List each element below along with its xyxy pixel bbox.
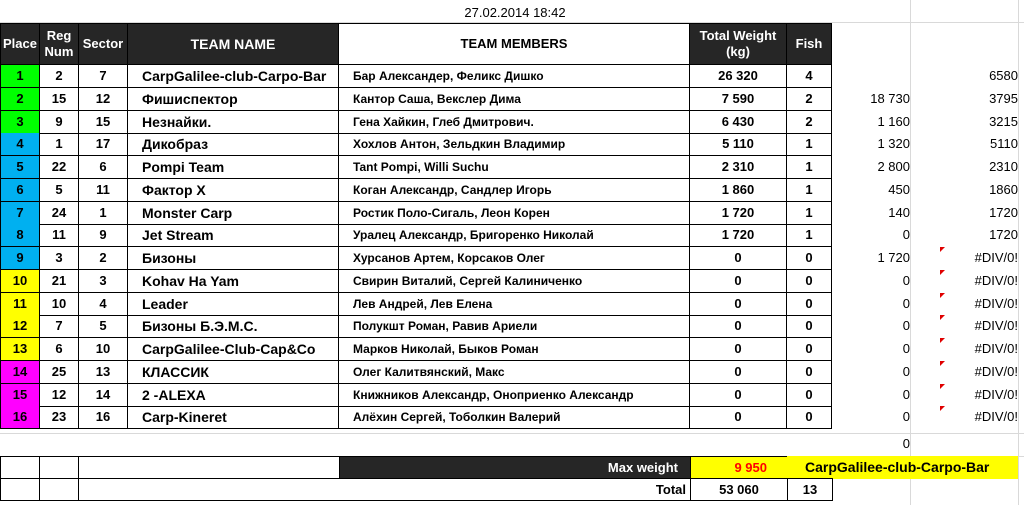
- average-cell[interactable]: #DIV/0!: [974, 363, 1018, 379]
- empty-cell[interactable]: [39, 456, 79, 479]
- average-cell[interactable]: 3215: [989, 113, 1018, 129]
- team-name-cell[interactable]: Фактор Х: [128, 179, 339, 202]
- table-row: [0, 247, 1024, 270]
- reg-num-cell[interactable]: 15: [40, 88, 79, 111]
- team-name-cell[interactable]: Jet Stream: [128, 224, 339, 247]
- team-members-cell[interactable]: Хохлов Антон, Зельдкин Владимир: [339, 133, 690, 156]
- total-weight[interactable]: 53 060: [690, 478, 788, 501]
- reg-num-cell[interactable]: 7: [40, 315, 79, 338]
- reg-num-cell[interactable]: 3: [40, 247, 79, 270]
- average-cell[interactable]: #DIV/0!: [974, 295, 1018, 311]
- team-name-cell[interactable]: Незнайки.: [128, 111, 339, 134]
- team-members-cell[interactable]: Книжников Александр, Оноприенко Александр: [339, 384, 690, 407]
- table-row: [0, 224, 1024, 247]
- team-members-cell[interactable]: Свирин Виталий, Сергей Калиниченко: [339, 270, 690, 293]
- total-weight-cell[interactable]: 0: [690, 247, 787, 270]
- reg-num-cell[interactable]: 9: [40, 111, 79, 134]
- average-cell[interactable]: 3795: [989, 90, 1018, 106]
- team-members-cell[interactable]: Олег Калитвянский, Макс: [339, 361, 690, 384]
- difference-cell[interactable]: 0: [902, 295, 910, 311]
- team-name-cell[interactable]: 2 -ALEXA: [128, 384, 339, 407]
- place-cell[interactable]: 16: [0, 406, 40, 429]
- sector-cell[interactable]: 1: [79, 202, 128, 225]
- team-name-cell[interactable]: CarpGalilee-Club-Cap&Co: [128, 338, 339, 361]
- header-team-name[interactable]: TEAM NAME: [128, 23, 339, 65]
- fish-cell[interactable]: 0: [787, 293, 832, 316]
- table-row: [0, 133, 1024, 156]
- place-cell[interactable]: 15: [0, 384, 40, 407]
- average-cell[interactable]: 1720: [989, 227, 1018, 243]
- difference-cell[interactable]: 1 160: [877, 113, 910, 129]
- place-cell[interactable]: 6: [0, 179, 40, 202]
- total-weight-cell[interactable]: 26 320: [690, 65, 787, 88]
- fish-cell[interactable]: 1: [787, 156, 832, 179]
- header-total-weight[interactable]: Total Weight (kg): [690, 23, 787, 65]
- reg-num-cell[interactable]: 23: [40, 406, 79, 429]
- team-members-cell[interactable]: Кантор Саша, Векслер Дима: [339, 88, 690, 111]
- table-row: [0, 406, 1024, 429]
- fish-cell[interactable]: 0: [787, 384, 832, 407]
- reg-num-cell[interactable]: 11: [40, 224, 79, 247]
- team-name-cell[interactable]: КЛАССИК: [128, 361, 339, 384]
- sector-cell[interactable]: 5: [79, 315, 128, 338]
- header-team-members[interactable]: TEAM MEMBERS: [339, 23, 690, 65]
- reg-num-cell[interactable]: 10: [40, 293, 79, 316]
- fish-cell[interactable]: 0: [787, 247, 832, 270]
- comment-marker-icon: [940, 406, 945, 411]
- difference-cell[interactable]: 0: [902, 318, 910, 334]
- table-row: [0, 88, 1024, 111]
- header-sector[interactable]: Sector: [79, 23, 128, 65]
- reg-num-cell[interactable]: 21: [40, 270, 79, 293]
- reg-num-cell[interactable]: 5: [40, 179, 79, 202]
- sector-cell[interactable]: 12: [79, 88, 128, 111]
- table-row: [0, 111, 1024, 134]
- sector-cell[interactable]: 2: [79, 247, 128, 270]
- place-cell[interactable]: 2: [0, 88, 40, 111]
- reg-num-cell[interactable]: 22: [40, 156, 79, 179]
- header-place[interactable]: Place: [0, 23, 40, 65]
- comment-marker-icon: [940, 270, 945, 275]
- place-cell[interactable]: 1: [0, 65, 40, 88]
- place-cell[interactable]: 3: [0, 111, 40, 134]
- empty-cell[interactable]: [39, 478, 79, 501]
- fish-cell[interactable]: 0: [787, 315, 832, 338]
- team-members-cell[interactable]: Tant Pompi, Willi Suchu: [339, 156, 690, 179]
- header-fish[interactable]: Fish: [787, 23, 832, 65]
- comment-marker-icon: [940, 247, 945, 252]
- team-name-cell[interactable]: Бизоны: [128, 247, 339, 270]
- fish-cell[interactable]: 0: [787, 270, 832, 293]
- header-reg-num[interactable]: Reg Num: [40, 23, 79, 65]
- fish-cell[interactable]: 4: [787, 65, 832, 88]
- fish-cell[interactable]: 2: [787, 88, 832, 111]
- sector-cell[interactable]: 16: [79, 406, 128, 429]
- comment-marker-icon: [940, 384, 945, 389]
- table-row: [0, 270, 1024, 293]
- sector-cell[interactable]: 11: [79, 179, 128, 202]
- team-name-cell[interactable]: Kohav Ha Yam: [128, 270, 339, 293]
- difference-cell[interactable]: 0: [902, 363, 910, 379]
- team-members-cell[interactable]: Коган Александр, Сандлер Игорь: [339, 179, 690, 202]
- place-cell[interactable]: 5: [0, 156, 40, 179]
- fish-cell[interactable]: 0: [787, 361, 832, 384]
- table-row: [0, 65, 1024, 88]
- comment-marker-icon: [940, 315, 945, 320]
- reg-num-cell[interactable]: 2: [40, 65, 79, 88]
- difference-cell[interactable]: 0: [902, 409, 910, 425]
- fish-cell[interactable]: 2: [787, 111, 832, 134]
- total-weight-cell[interactable]: 0: [690, 361, 787, 384]
- team-members-cell[interactable]: Лев Андрей, Лев Елена: [339, 293, 690, 316]
- team-members-cell[interactable]: Гена Хайкин, Глеб Дмитрович.: [339, 111, 690, 134]
- difference-cell[interactable]: 18 730: [870, 90, 910, 106]
- difference-cell[interactable]: 2 800: [877, 159, 910, 174]
- table-row: [0, 315, 1024, 338]
- fish-cell[interactable]: 1: [787, 133, 832, 156]
- table-row: [0, 202, 1024, 225]
- team-name-cell[interactable]: Carp-Kineret: [128, 406, 339, 429]
- table-row: [0, 293, 1024, 316]
- total-weight-cell[interactable]: 2 310: [690, 156, 787, 179]
- team-name-cell[interactable]: Дикобраз: [128, 133, 339, 156]
- comment-marker-icon: [940, 338, 945, 343]
- total-weight-cell[interactable]: 0: [690, 293, 787, 316]
- sector-cell[interactable]: 7: [79, 65, 128, 88]
- average-cell[interactable]: #DIV/0!: [974, 341, 1018, 356]
- team-members-cell[interactable]: Марков Николай, Быков Роман: [339, 338, 690, 361]
- sector-cell[interactable]: 4: [79, 293, 128, 316]
- comment-marker-icon: [940, 293, 945, 298]
- table-row: [0, 338, 1024, 361]
- reg-num-cell[interactable]: 6: [40, 338, 79, 361]
- total-weight-cell[interactable]: 6 430: [690, 111, 787, 134]
- average-cell[interactable]: #DIV/0!: [974, 250, 1018, 265]
- difference-cell[interactable]: 0: [902, 272, 910, 288]
- total-weight-cell[interactable]: 0: [690, 338, 787, 361]
- sector-cell[interactable]: 3: [79, 270, 128, 293]
- empty-cell[interactable]: [0, 456, 40, 479]
- sector-cell[interactable]: 10: [79, 338, 128, 361]
- fish-cell[interactable]: 1: [787, 179, 832, 202]
- place-cell[interactable]: 8: [0, 224, 40, 247]
- sector-cell[interactable]: 13: [79, 361, 128, 384]
- sector-cell[interactable]: 6: [79, 156, 128, 179]
- team-name-cell[interactable]: Pompi Team: [128, 156, 339, 179]
- total-fish[interactable]: 13: [787, 478, 833, 501]
- team-members-cell[interactable]: Уралец Александр, Бригоренко Николай: [339, 224, 690, 247]
- total-weight-cell[interactable]: 0: [690, 315, 787, 338]
- place-cell[interactable]: 7: [0, 202, 40, 225]
- total-weight-cell[interactable]: 5 110: [690, 133, 787, 156]
- place-cell[interactable]: 11: [0, 293, 40, 316]
- total-weight-cell[interactable]: 1 720: [690, 202, 787, 225]
- timestamp: 27.02.2014 18:42: [464, 5, 566, 20]
- sector-cell[interactable]: 15: [79, 111, 128, 134]
- difference-cell[interactable]: [832, 65, 910, 88]
- fish-cell[interactable]: 1: [787, 224, 832, 247]
- table-row: [0, 384, 1024, 407]
- difference-cell[interactable]: 140: [888, 204, 910, 220]
- place-cell[interactable]: 9: [0, 247, 40, 270]
- place-cell[interactable]: 12: [0, 315, 40, 338]
- sector-cell[interactable]: 14: [79, 384, 128, 407]
- team-name-cell[interactable]: Monster Carp: [128, 202, 339, 225]
- sector-cell[interactable]: 9: [79, 224, 128, 247]
- total-label[interactable]: Total: [78, 478, 691, 501]
- reg-num-cell[interactable]: 12: [40, 384, 79, 407]
- table-row: [0, 156, 1024, 179]
- total-weight-cell[interactable]: 0: [690, 384, 787, 407]
- difference-cell[interactable]: 0: [902, 227, 910, 243]
- fish-cell[interactable]: 0: [787, 338, 832, 361]
- average-cell[interactable]: 6580: [989, 68, 1018, 83]
- team-name-cell[interactable]: Бизоны Б.Э.М.С.: [128, 315, 339, 338]
- total-weight-cell[interactable]: 7 590: [690, 88, 787, 111]
- team-members-cell[interactable]: Алёхин Сергей, Тоболкин Валерий: [339, 406, 690, 429]
- max-weight-label[interactable]: Max weight: [339, 456, 691, 479]
- difference-cell[interactable]: 0: [902, 341, 910, 356]
- table-row: [0, 179, 1024, 202]
- max-weight-value[interactable]: 9 950: [690, 456, 788, 479]
- difference-cell[interactable]: 1 720: [877, 250, 910, 265]
- average-cell[interactable]: 2310: [989, 159, 1018, 174]
- average-cell[interactable]: #DIV/0!: [974, 386, 1018, 402]
- reg-num-cell[interactable]: 24: [40, 202, 79, 225]
- team-members-cell[interactable]: Хурсанов Артем, Корсаков Олег: [339, 247, 690, 270]
- total-weight-cell[interactable]: 0: [690, 270, 787, 293]
- difference-cell[interactable]: 1 320: [877, 136, 910, 152]
- total-weight-cell[interactable]: 1 860: [690, 179, 787, 202]
- trailing-zero-cell[interactable]: 0: [902, 436, 910, 451]
- team-name-cell[interactable]: CarpGalilee-club-Carpo-Bar: [128, 65, 339, 88]
- average-cell[interactable]: 5110: [990, 136, 1018, 152]
- table-row: [0, 361, 1024, 384]
- fish-cell[interactable]: 0: [787, 406, 832, 429]
- team-members-cell[interactable]: Бар Александер, Феликс Дишко: [339, 65, 690, 88]
- comment-marker-icon: [940, 361, 945, 366]
- team-name-cell[interactable]: Leader: [128, 293, 339, 316]
- place-cell[interactable]: 4: [0, 133, 40, 156]
- difference-cell[interactable]: 450: [888, 181, 910, 197]
- empty-cell[interactable]: [78, 456, 340, 479]
- average-cell[interactable]: 1720: [989, 204, 1018, 220]
- place-cell[interactable]: 14: [0, 361, 40, 384]
- max-weight-team[interactable]: CarpGalilee-club-Carpo-Bar: [787, 456, 1018, 479]
- empty-cell[interactable]: [0, 478, 40, 501]
- average-cell[interactable]: #DIV/0!: [974, 409, 1018, 425]
- team-members-cell[interactable]: Ростик Поло-Сигаль, Леон Корен: [339, 202, 690, 225]
- place-cell[interactable]: 13: [0, 338, 40, 361]
- average-cell[interactable]: #DIV/0!: [974, 318, 1018, 334]
- difference-cell[interactable]: 0: [902, 386, 910, 402]
- reg-num-cell[interactable]: 1: [40, 133, 79, 156]
- reg-num-cell[interactable]: 25: [40, 361, 79, 384]
- average-cell[interactable]: #DIV/0!: [974, 272, 1018, 288]
- fish-cell[interactable]: 1: [787, 202, 832, 225]
- place-cell[interactable]: 10: [0, 270, 40, 293]
- average-cell[interactable]: 1860: [989, 181, 1018, 197]
- team-name-cell[interactable]: Фишиспектор: [128, 88, 339, 111]
- sector-cell[interactable]: 17: [79, 133, 128, 156]
- team-members-cell[interactable]: Полукшт Роман, Равив Ариели: [339, 315, 690, 338]
- total-weight-cell[interactable]: 1 720: [690, 224, 787, 247]
- total-weight-cell[interactable]: 0: [690, 406, 787, 429]
